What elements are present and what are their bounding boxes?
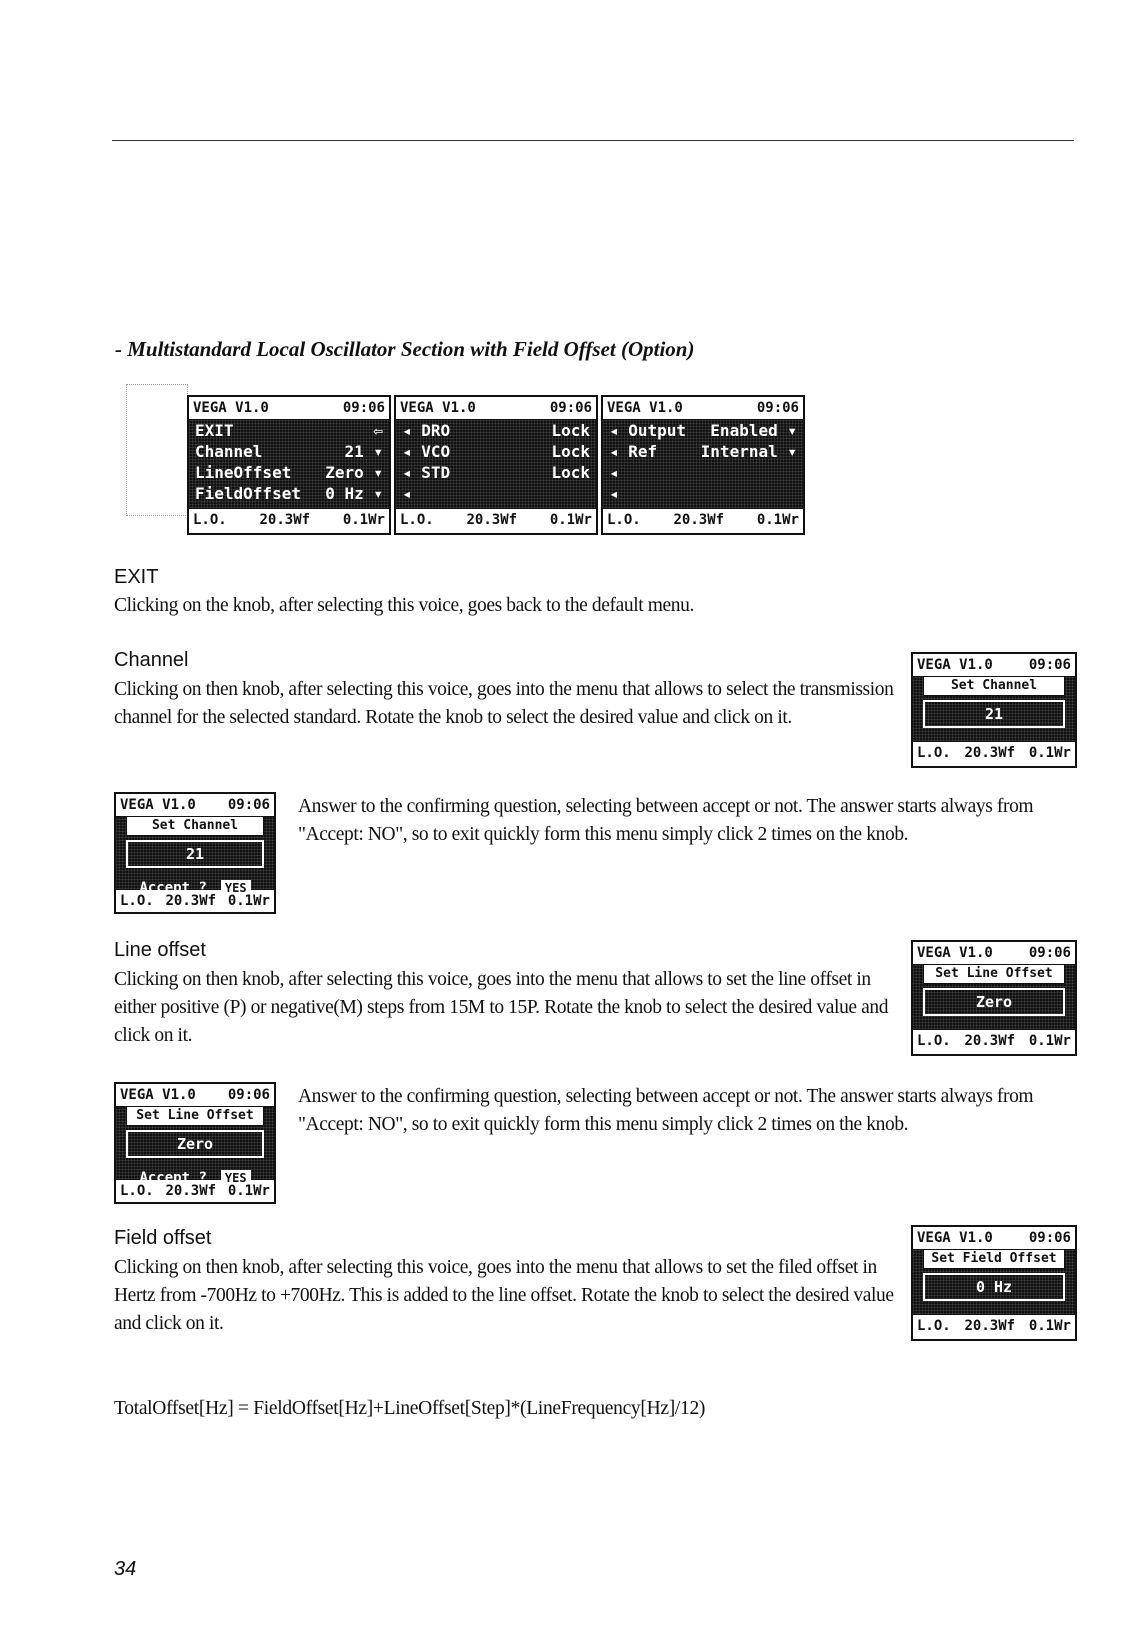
lcd-menu-row [189, 441, 389, 462]
lcd-menu-row [603, 441, 803, 462]
accept-label: Accept ? [139, 880, 207, 896]
lcd-reflected-power: 0.1Wr [1028, 1318, 1071, 1334]
lcd-menu-row [396, 462, 596, 483]
lcd-version: VEGA V1.0 [120, 1087, 196, 1103]
accept-yes: YES [221, 1170, 251, 1186]
lcd-forward-power: 20.3Wf [165, 1183, 217, 1199]
lcd-footer [116, 889, 274, 912]
lcd-menu-label: EXIT [195, 421, 234, 440]
dialog-value: 0 Hz [923, 1273, 1065, 1301]
lcd-header [603, 397, 803, 420]
lcd-forward-power: 20.3Wf [964, 745, 1016, 761]
line-offset-confirm-text: Answer to the confirming question, selecting between accept or not. The answer starts always from "Accept: NO", so to exit quickly form this menu simply click 2 times on the knob. [298, 1086, 1034, 1135]
lcd-dialog-body [116, 817, 274, 896]
lcd-menu-value: Enabled ▾ [710, 421, 797, 440]
device-thumbnail-icon [126, 384, 188, 516]
lcd-version: VEGA V1.0 [917, 657, 993, 673]
lcd-lo: L.O. [120, 893, 154, 909]
lcd-menu-value: ⇦ [373, 421, 383, 440]
lcd-menu-label: ◂ VCO [402, 442, 451, 461]
lcd-dialog-body [116, 1107, 274, 1186]
lcd-line-offset-confirm [114, 1082, 276, 1204]
lcd-main-menu [187, 395, 391, 535]
lcd-forward-power: 20.3Wf [964, 1033, 1016, 1049]
channel-heading: Channel [114, 649, 189, 671]
lcd-menu-row [189, 420, 389, 441]
lcd-time: 09:06 [1028, 1230, 1071, 1246]
lcd-footer [913, 1314, 1075, 1337]
lcd-header [913, 654, 1075, 677]
lcd-version: VEGA V1.0 [193, 400, 269, 416]
accept-yes: YES [221, 880, 251, 896]
lcd-lo: L.O. [120, 1183, 154, 1199]
lcd-lo: L.O. [400, 512, 434, 528]
lcd-reflected-power: 0.1Wr [756, 512, 799, 528]
lcd-version: VEGA V1.0 [120, 797, 196, 813]
lcd-set-line-offset [911, 940, 1077, 1056]
lcd-dialog-body [913, 965, 1075, 1029]
offset-formula: TotalOffset[Hz] = FieldOffset[Hz]+LineOffset[Step]*(LineFrequency[Hz]/12) [114, 1398, 706, 1419]
lcd-menu-row [189, 462, 389, 483]
accept-label: Accept ? [139, 1170, 207, 1186]
lcd-lo: L.O. [917, 745, 951, 761]
lcd-footer [603, 508, 803, 531]
lcd-header [396, 397, 596, 420]
lcd-time: 09:06 [342, 400, 385, 416]
section-title: - Multistandard Local Oscillator Section with Field Offset (Option) [115, 337, 695, 361]
lcd-menu-label: ◂ DRO [402, 421, 451, 440]
lcd-reflected-power: 0.1Wr [342, 512, 385, 528]
lcd-channel-confirm [114, 792, 276, 914]
lcd-dialog-body [913, 677, 1075, 741]
channel-text: Clicking on then knob, after selecting this voice, goes into the menu that allows to select the transmission channel for the selected standard. Rotate the knob to select the desired value and click on it. [114, 679, 894, 728]
lcd-menu-label: ◂ [609, 484, 619, 503]
lcd-lo: L.O. [607, 512, 641, 528]
dialog-title: Set Field Offset [923, 1250, 1065, 1269]
line-offset-text: Clicking on then knob, after selecting this voice, goes into the menu that allows to set the line offset in either positive (P) or negative(M) steps from 15M to 15P. Rotate the knob to select the desired value and click on it. [114, 969, 889, 1046]
exit-text: Clicking on the knob, after selecting this voice, goes back to the default menu. [114, 595, 694, 616]
lcd-menu-row [189, 483, 389, 504]
lcd-menu-label: Channel [195, 442, 263, 461]
lcd-menu-label: LineOffset [195, 463, 292, 482]
dialog-title: Set Line Offset [923, 965, 1065, 984]
lcd-output-ref [601, 395, 805, 535]
lcd-time: 09:06 [756, 400, 799, 416]
lcd-menu-body [603, 420, 803, 508]
lcd-menu-row [396, 420, 596, 441]
lcd-header [913, 942, 1075, 965]
dialog-value: Zero [126, 1130, 264, 1158]
lcd-version: VEGA V1.0 [917, 1230, 993, 1246]
lcd-reflected-power: 0.1Wr [1028, 1033, 1071, 1049]
lcd-menu-value: Internal ▾ [700, 442, 797, 461]
lcd-version: VEGA V1.0 [400, 400, 476, 416]
lcd-header [116, 794, 274, 817]
dialog-title: Set Channel [923, 677, 1065, 696]
lcd-menu-row [396, 441, 596, 462]
lcd-menu-value: 0 Hz ▾ [325, 484, 383, 503]
lcd-time: 09:06 [1028, 657, 1071, 673]
lcd-menu-label: FieldOffset [195, 484, 301, 503]
field-offset-text: Clicking on then knob, after selecting this voice, goes into the menu that allows to set the filed offset in Hertz from -700Hz to +700Hz. This is added to the line offset. Rotate the knob to select the desired value and click on it. [114, 1257, 894, 1334]
lcd-forward-power: 20.3Wf [964, 1318, 1016, 1334]
lcd-forward-power: 20.3Wf [466, 512, 518, 528]
lcd-time: 09:06 [227, 1087, 270, 1103]
lcd-set-channel [911, 652, 1077, 768]
lcd-footer [396, 508, 596, 531]
lcd-menu-value: Zero ▾ [325, 463, 383, 482]
dialog-title: Set Channel [126, 817, 264, 836]
lcd-menu-body [189, 420, 389, 508]
lcd-version: VEGA V1.0 [607, 400, 683, 416]
line-offset-heading: Line offset [114, 939, 206, 961]
lcd-header [116, 1084, 274, 1107]
page-number: 34 [114, 1558, 137, 1580]
lcd-set-field-offset [911, 1225, 1077, 1341]
lcd-dialog-body [913, 1250, 1075, 1314]
lcd-menu-value: 21 ▾ [344, 442, 383, 461]
lcd-time: 09:06 [227, 797, 270, 813]
lcd-menu-value: Lock [551, 442, 590, 461]
lcd-forward-power: 20.3Wf [259, 512, 311, 528]
lcd-reflected-power: 0.1Wr [227, 893, 270, 909]
lcd-lo: L.O. [917, 1033, 951, 1049]
lcd-reflected-power: 0.1Wr [1028, 745, 1071, 761]
lcd-menu-row [603, 483, 803, 504]
dialog-title: Set Line Offset [126, 1107, 264, 1126]
lcd-lo: L.O. [917, 1318, 951, 1334]
lcd-lo: L.O. [193, 512, 227, 528]
lcd-menu-label: ◂ STD [402, 463, 451, 482]
lcd-reflected-power: 0.1Wr [549, 512, 592, 528]
lcd-reflected-power: 0.1Wr [227, 1183, 270, 1199]
exit-heading: EXIT [114, 566, 159, 588]
field-offset-heading: Field offset [114, 1227, 212, 1249]
dialog-value: Zero [923, 988, 1065, 1016]
lcd-menu-label: ◂ [402, 484, 412, 503]
channel-confirm-text: Answer to the confirming question, selecting between accept or not. The answer starts always from "Accept: NO", so to exit quickly form this menu simply click 2 times on the knob. [298, 796, 1034, 845]
lcd-menu-row [603, 420, 803, 441]
lcd-footer [913, 1029, 1075, 1052]
lcd-menu-body [396, 420, 596, 508]
lcd-footer [116, 1179, 274, 1202]
lcd-version: VEGA V1.0 [917, 945, 993, 961]
lcd-header [913, 1227, 1075, 1250]
lcd-menu-row [396, 483, 596, 504]
dialog-value: 21 [923, 700, 1065, 728]
top-rule [112, 140, 1074, 141]
lcd-forward-power: 20.3Wf [673, 512, 725, 528]
lcd-menu-label: ◂ Output [609, 421, 687, 440]
lcd-lock-status [394, 395, 598, 535]
lcd-footer [189, 508, 389, 531]
lcd-menu-label: ◂ [609, 463, 619, 482]
lcd-menu-label: ◂ Ref [609, 442, 658, 461]
lcd-menu-row [603, 462, 803, 483]
lcd-footer [913, 741, 1075, 764]
lcd-menu-value: Lock [551, 421, 590, 440]
lcd-forward-power: 20.3Wf [165, 893, 217, 909]
lcd-time: 09:06 [1028, 945, 1071, 961]
dialog-value: 21 [126, 840, 264, 868]
lcd-menu-value: Lock [551, 463, 590, 482]
lcd-header [189, 397, 389, 420]
lcd-time: 09:06 [549, 400, 592, 416]
